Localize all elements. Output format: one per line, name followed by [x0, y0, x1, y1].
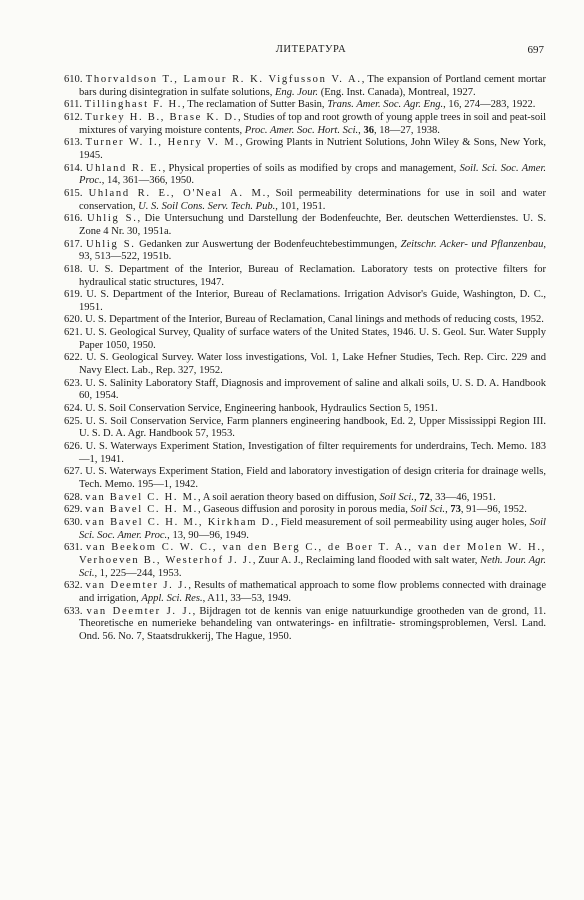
- reference-number: 616.: [64, 213, 87, 225]
- reference-text: , 93, 513—522, 1951b.: [79, 238, 547, 263]
- reference-authors: van Deemter J. J.: [86, 605, 193, 617]
- reference-entry: [64, 213, 546, 238]
- reference-entry: [64, 517, 546, 542]
- reference-number: 614.: [64, 162, 86, 174]
- reference-number: 629.: [64, 504, 86, 516]
- reference-text: , 16, 274—283, 1922.: [443, 99, 536, 111]
- reference-number: 627.: [64, 466, 86, 478]
- reference-text: , Soil permeability determinations for use in soil and water conservation,: [79, 187, 547, 212]
- reference-text: U. S. Geological Survey. Water loss investigations, Vol. 1, Lake Hefner Studies, Tech. Rep. Circ. 229 and Navy Elect. Lab., Rep. 327, 1952.: [79, 352, 546, 377]
- reference-text: (Eng. Inst. Canada), Montreal, 1927.: [318, 86, 476, 98]
- reference-entry: [64, 542, 546, 580]
- reference-authors: Tillinghast F. H.: [84, 99, 183, 111]
- reference-entry: [64, 403, 546, 416]
- reference-authors: Uhlig S.: [85, 238, 136, 250]
- reference-number: 620.: [64, 314, 86, 326]
- reference-text: , Zuur A. J., Reclaiming land flooded with salt water,: [252, 554, 481, 566]
- reference-text: , 101, 1951.: [275, 200, 326, 212]
- reference-entry: [64, 606, 546, 644]
- reference-entry: [64, 188, 546, 213]
- reference-text: ,: [445, 504, 451, 516]
- reference-authors: van Deemter J. J.: [85, 580, 189, 592]
- reference-text: U. S. Soil Conservation Service, Engineering hanbook, Hydraulics Section 5, 1951.: [85, 403, 438, 415]
- reference-text: U. S. Salinity Laboratory Staff, Diagnosis and improvement of saline and alkali soils, U. S. D. A. Handbook 60, 1954.: [79, 377, 546, 402]
- reference-number: 630.: [64, 516, 86, 528]
- page-number: 697: [527, 44, 544, 56]
- reference-volume: 72: [419, 491, 430, 503]
- reference-journal: Neth. Jour. Agr. Sci.: [79, 554, 546, 579]
- reference-number: 622.: [64, 352, 87, 364]
- reference-number: 621.: [64, 327, 86, 339]
- reference-entry: [64, 289, 546, 314]
- reference-text: , 13, 90—96, 1949.: [167, 529, 249, 541]
- reference-text: U. S. Waterways Experiment Station, Field and laboratory investigation of design criteria for drainage wells, Tech. Memo. 195—1, 1942.: [79, 466, 547, 490]
- reference-entry: [64, 137, 546, 162]
- reference-authors: Turkey H. B., Brase K. D.: [85, 111, 239, 123]
- reference-number: 619.: [64, 289, 87, 301]
- reference-text: , A soil aeration theory based on diffusion,: [198, 491, 380, 503]
- reference-text: , 18—27, 1938.: [374, 124, 440, 136]
- reference-number: 631.: [64, 542, 86, 554]
- reference-authors: Uhland R. E.: [85, 162, 163, 174]
- reference-number: 617.: [64, 238, 86, 250]
- reference-text: , Growing Plants in Nutrient Solutions, John Wiley & Sons, New York, 1945.: [79, 137, 547, 161]
- reference-text: , Studies of top and root growth of young apple trees in soil and peat-soil mixtures of varying moisture contents,: [79, 111, 547, 136]
- reference-journal: Soil Sci.: [410, 504, 446, 516]
- reference-text: , 14, 361—366, 1950.: [101, 175, 195, 187]
- reference-entry: [64, 74, 546, 99]
- reference-authors: Uhland R. E., O'Neal A. M.: [88, 187, 267, 199]
- reference-journal: Trans. Amer. Soc. Agr. Eng.: [327, 99, 444, 111]
- reference-text: , A11, 33—53, 1949.: [202, 592, 291, 604]
- reference-text: , The expansion of Portland cement mortar bars during disintegration in sulfate solutions,: [79, 74, 546, 98]
- reference-number: 610.: [64, 74, 86, 85]
- reference-text: Gedanken zur Auswertung der Bodenfeuchtebestimmungen,: [135, 238, 401, 250]
- reference-authors: Turner W. I., Henry V. M.: [85, 137, 240, 149]
- reference-authors: Thorvaldson T., Lamour R. K. Vigfusson V. A.: [85, 74, 362, 85]
- reference-entry: [64, 504, 546, 517]
- reference-text: U. S. Department of the Interior, Bureau of Reclamation. Laboratory tests on protective filters for hydraulical static structures, 1947.: [79, 263, 547, 288]
- reference-text: U. S. Soil Conservation Service, Farm planners engineering handbook, Ed. 2, Upper Mississippi Region III. U. S. D. A. Agr. Handbook 57, 1953.: [79, 415, 546, 440]
- reference-text: , 33—46, 1951.: [429, 491, 496, 503]
- reference-authors: van Beekom C. W. C., van den Berg C., de Boer T. A., van der Molen W. H., Verhoeven B., Westerhof J. J.: [79, 542, 546, 566]
- reference-volume: 73: [450, 504, 461, 516]
- reference-number: 613.: [64, 137, 86, 149]
- reference-number: 611.: [64, 99, 85, 111]
- reference-number: 612.: [64, 111, 86, 123]
- reference-authors: van Bavel C. H. M., Kirkham D.: [85, 516, 276, 528]
- reference-entry: [64, 580, 546, 605]
- reference-journal: Zeitschr. Acker- und Pflanzenbau: [400, 238, 544, 250]
- reference-list: [64, 74, 546, 644]
- reference-number: 633.: [64, 605, 87, 617]
- reference-entry: [64, 239, 546, 264]
- reference-text: , Die Untersuchung und Darstellung der Bodenfeuchte, Ber. deutschen Wetterdienstes. U. S. Zone 4 Nr. 30, 1951a.: [79, 213, 547, 237]
- reference-number: 626.: [64, 441, 86, 453]
- reference-journal: Appl. Sci. Res.: [141, 592, 203, 604]
- reference-number: 625.: [64, 415, 86, 427]
- reference-number: 618.: [64, 263, 89, 275]
- reference-text: U. S. Waterways Experiment Station, Investigation of filter requirements for underdrains, Tech. Memo. 183—1, 1941.: [79, 441, 547, 465]
- reference-entry: [64, 416, 546, 441]
- reference-text: , Results of mathematical approach to some flow problems connected with drainage and irrigation,: [79, 580, 547, 604]
- reference-number: 623.: [64, 377, 86, 389]
- reference-authors: van Bavel C. H. M.: [85, 504, 199, 516]
- reference-journal: Soil Sci. Soc. Amer. Proc.: [79, 516, 546, 541]
- reference-number: 632.: [64, 580, 86, 592]
- reference-entry: [64, 314, 546, 327]
- reference-entry: [64, 441, 546, 466]
- reference-text: ,: [414, 491, 420, 503]
- reference-entry: [64, 327, 546, 352]
- reference-text: U. S. Department of the Interior, Bureau of Reclamations. Irrigation Advisor's Guide, Washington, D. C., 1951.: [79, 289, 547, 313]
- reference-journal: Soil Sci.: [379, 491, 415, 503]
- reference-text: U. S. Geological Survey, Quality of surface waters of the United States, 1946. U. S. Geol. Sur. Water Supply Paper 1050, 1950.: [79, 327, 546, 351]
- reference-journal: Proc. Amer. Soc. Hort. Sci.: [244, 124, 359, 136]
- reference-entry: [64, 378, 546, 403]
- reference-number: 628.: [64, 491, 86, 503]
- reference-authors: van Bavel C. H. M.: [85, 491, 199, 503]
- running-title: ЛИТЕРАТУРА: [275, 44, 347, 55]
- running-head: [78, 44, 544, 60]
- reference-text: , The reclamation of Sutter Basin,: [182, 99, 328, 111]
- reference-text: U. S. Department of the Interior, Bureau of Reclamation, Canal linings and methods of reducing costs, 1952.: [85, 314, 544, 326]
- reference-number: 624.: [64, 403, 86, 415]
- reference-journal: Eng. Jour.: [274, 86, 319, 98]
- reference-text: , 91—96, 1952.: [460, 504, 527, 516]
- reference-text: ,: [358, 124, 364, 136]
- reference-entry: [64, 112, 546, 137]
- reference-journal: Soil. Sci. Soc. Amer. Proc.: [79, 162, 547, 187]
- reference-text: , Physical properties of soils as modified by crops and management,: [162, 162, 460, 174]
- reference-entry: [64, 99, 546, 112]
- reference-entry: [64, 352, 546, 377]
- reference-authors: Uhlig S.: [86, 213, 138, 225]
- reference-text: , 1, 225—244, 1953.: [94, 567, 182, 579]
- reference-text: , Field measurement of soil permeability using auger holes,: [275, 516, 530, 528]
- reference-text: , Bijdragen tot de kennis van enige natuurkundige grootheden van de grond, 11. Theoretische en numerieke behandeling van ontwaterings- en infiltratie- stromingsproblemen, Versl. Land. Ond. 56. No. 7, Staatsdrukkerij, The Hague, 1950.: [79, 605, 546, 642]
- reference-journal: U. S. Soil Cons. Serv. Tech. Pub.: [138, 200, 276, 212]
- reference-entry: [64, 466, 546, 491]
- reference-number: 615.: [64, 187, 89, 199]
- reference-text: , Gaseous diffusion and porosity in porous media,: [198, 504, 411, 516]
- reference-entry: [64, 264, 546, 289]
- reference-volume: 36: [363, 124, 374, 136]
- reference-entry: [64, 492, 546, 505]
- reference-entry: [64, 163, 546, 188]
